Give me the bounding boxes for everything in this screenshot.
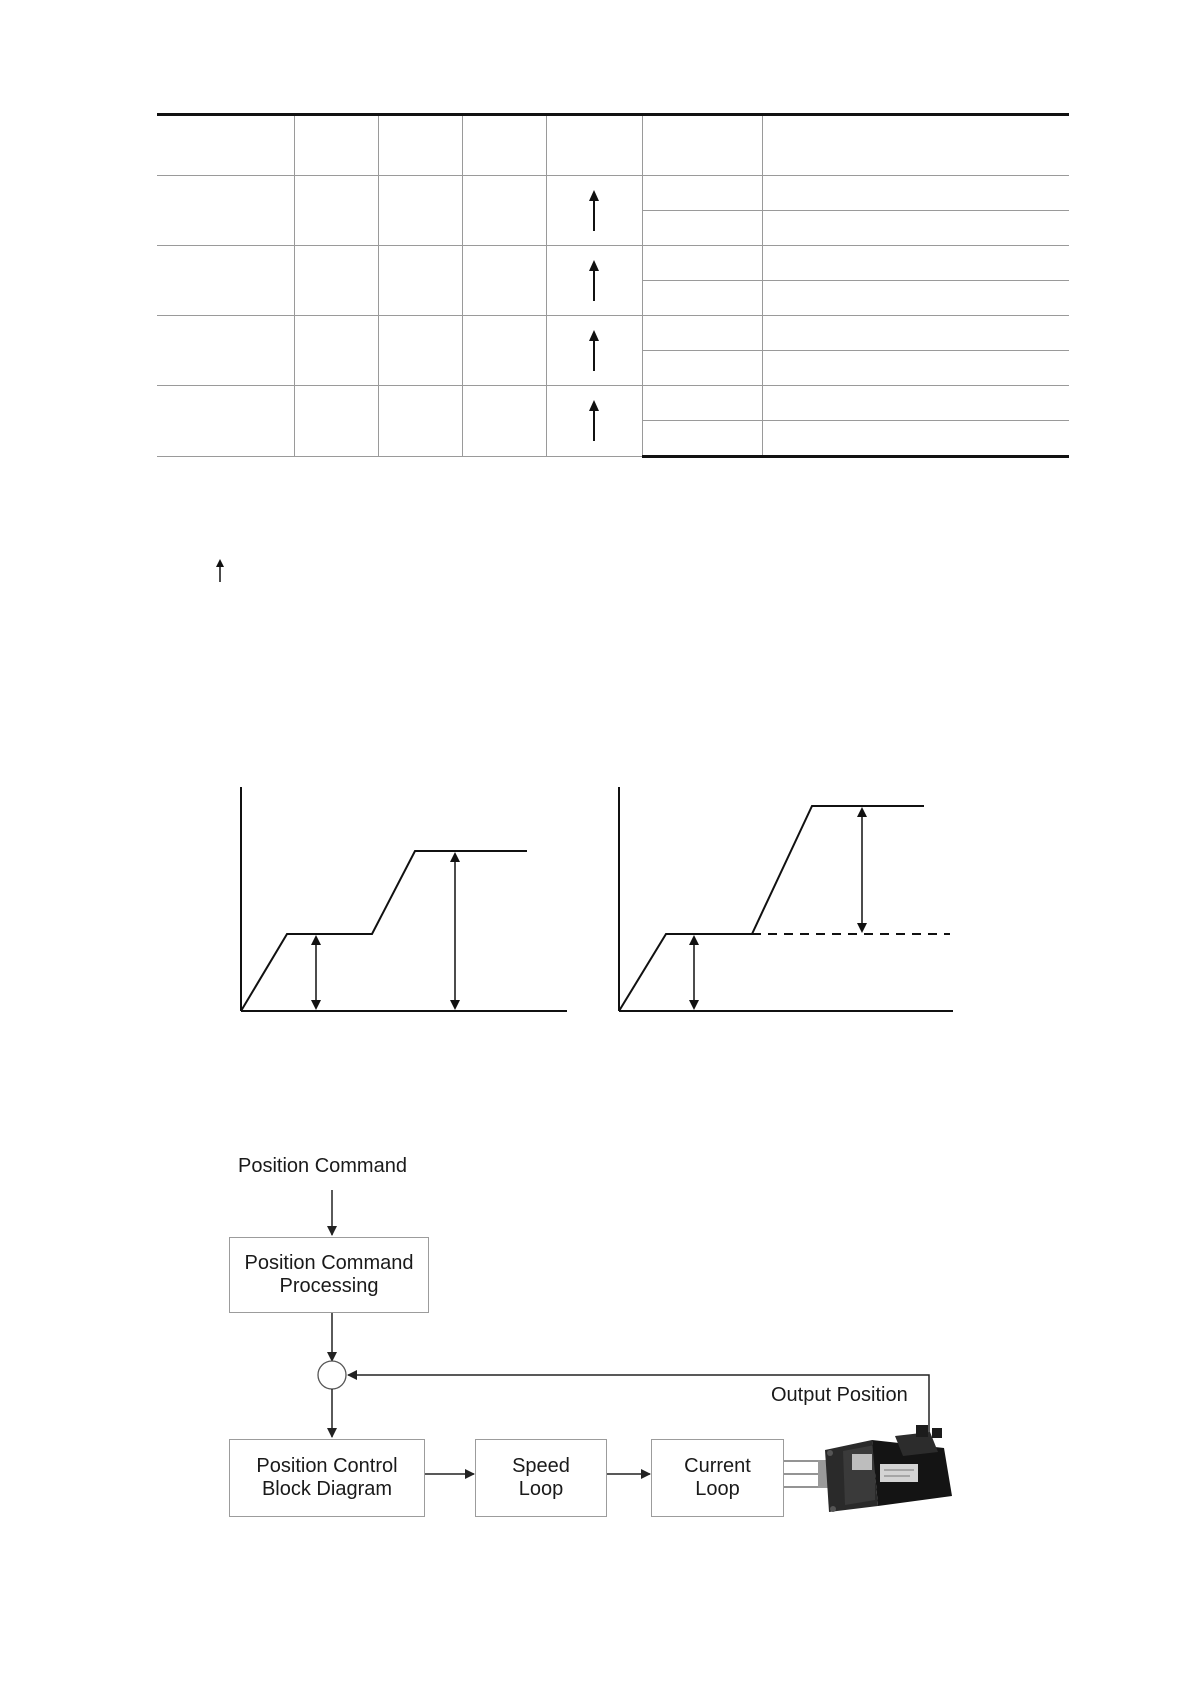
servo-motor-icon xyxy=(818,1425,952,1512)
current-box-line: Current xyxy=(684,1455,751,1477)
feedback-label: Output Position xyxy=(771,1384,908,1406)
input-label: Position Command xyxy=(238,1155,407,1177)
processing-box-line: Position Command xyxy=(244,1252,414,1274)
current-loop-box xyxy=(651,1439,784,1517)
speed-loop-box xyxy=(475,1439,607,1517)
position-control-box xyxy=(229,1439,425,1517)
processing-box xyxy=(229,1237,429,1313)
summing-junction xyxy=(318,1361,346,1389)
control-box-line: Block Diagram xyxy=(261,1478,393,1500)
speed-box-line: Loop xyxy=(518,1478,564,1500)
control-box-line: Position Control xyxy=(256,1455,398,1477)
speed-box-line: Speed xyxy=(512,1455,570,1477)
current-box-line: Loop xyxy=(695,1478,740,1500)
processing-box-line: Processing xyxy=(279,1275,379,1297)
